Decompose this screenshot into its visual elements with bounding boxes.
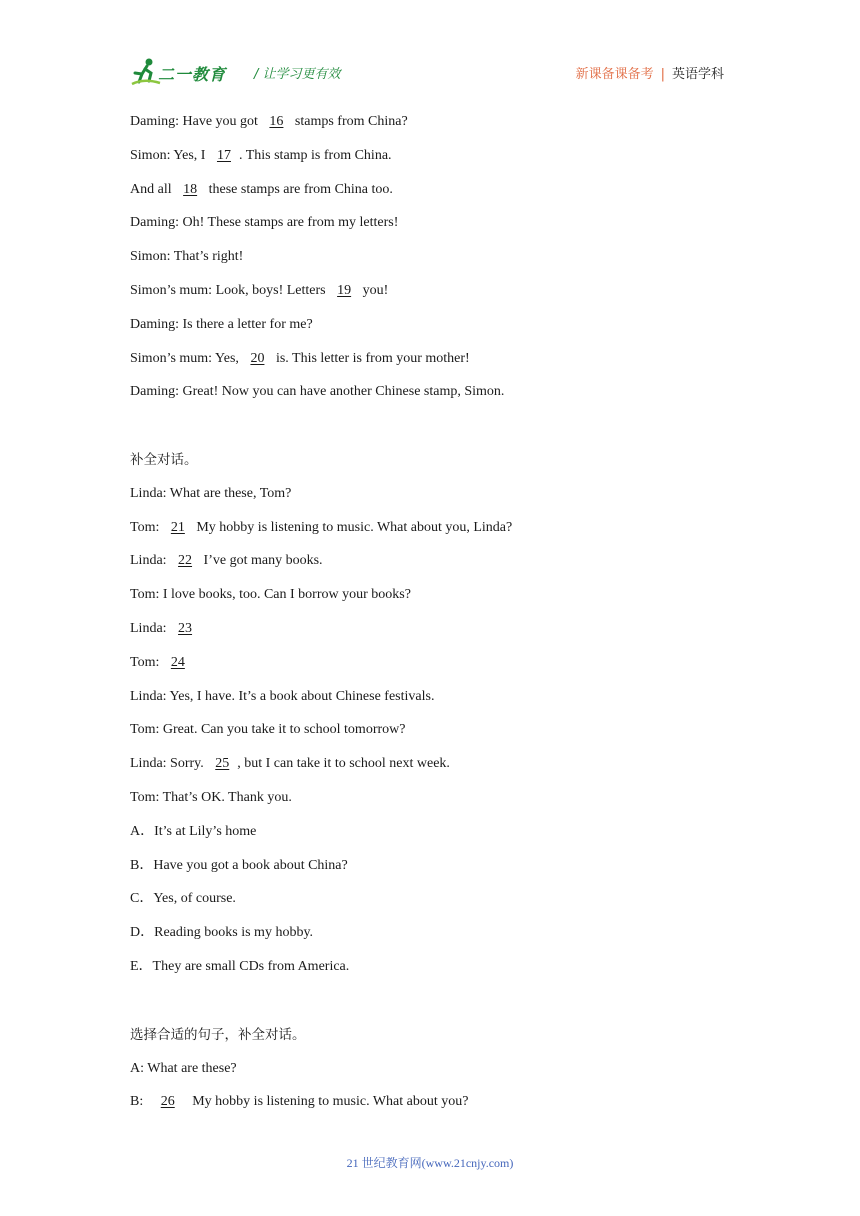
line-text: Linda: [130, 621, 171, 636]
blank-16: 16 [269, 114, 284, 129]
dialogue-line [130, 519, 512, 537]
dialogue-line [130, 654, 193, 672]
dialogue-line [130, 1093, 468, 1111]
blank-21: 21 [170, 520, 185, 535]
dialogue-line: Linda: Yes, I have. It’s a book about Chinese festivals. [130, 689, 435, 704]
line-text: Daming: Have you got [130, 114, 262, 129]
page-header [130, 52, 730, 92]
line-text: you! [359, 283, 389, 298]
line-text: is. This letter is from your mother! [272, 351, 470, 366]
line-text: , but I can take it to school next week. [237, 756, 450, 771]
line-text: . This stamp is from China. [238, 148, 392, 163]
line-text: Tom: [130, 520, 163, 535]
logo-text: 二一教育 [158, 65, 227, 84]
blank-17: 17 [216, 148, 231, 163]
blank-19: 19 [337, 283, 352, 298]
blank-18: 18 [183, 182, 198, 197]
line-text: B: [130, 1094, 147, 1109]
header-subject-label: 英语学科 [671, 67, 724, 82]
line-text: stamps from China? [291, 114, 408, 129]
dialogue-line [130, 620, 200, 638]
dialogue-line: Tom: That’s OK. Thank you. [130, 790, 292, 805]
option-d: D．Reading books is my hobby. [130, 925, 314, 940]
line-text: these stamps are from China too. [205, 182, 393, 197]
line-text: Simon’s mum: Look, boys! Letters [130, 283, 330, 298]
header-tagline: 新课备课备考 [575, 67, 654, 82]
blank-23: 23 [178, 621, 193, 636]
blank-24: 24 [170, 655, 185, 670]
dialogue-line: Daming: Great! Now you can have another Chinese stamp, Simon. [130, 384, 505, 399]
dialogue-line [130, 552, 323, 570]
dialogue-line: Tom: I love books, too. Can I borrow your books? [130, 587, 411, 602]
line-text: Simon: Yes, I [130, 148, 209, 163]
option-c: C．Yes, of course. [130, 891, 236, 906]
line-text: Simon’s mum: Yes, [130, 351, 243, 366]
header-divider: | [660, 67, 665, 82]
instruction: 选择合适的句子，补全对话。 [130, 1027, 306, 1043]
logo [130, 56, 250, 88]
line-text: My hobby is listening to music. What about you, Linda? [192, 520, 513, 535]
instruction: 补全对话。 [130, 452, 198, 468]
dialogue-line: Tom: Great. Can you take it to school tomorrow? [130, 722, 406, 737]
line-text: And all [130, 182, 176, 197]
dialogue-line: Daming: Is there a letter for me? [130, 317, 313, 332]
header-subject [576, 63, 724, 82]
line-text: I’ve got many books. [200, 553, 323, 568]
page-footer: 21 世纪教育网(www.21cnjy.com) [346, 1156, 514, 1170]
blank-22: 22 [178, 553, 193, 568]
dialogue-line: Daming: Oh! These stamps are from my letters! [130, 215, 399, 230]
dialogue-line [130, 181, 393, 199]
option-b: B．Have you got a book about China? [130, 858, 348, 873]
line-text: Linda: Sorry. [130, 756, 208, 771]
dialogue-line: Linda: What are these, Tom? [130, 486, 292, 501]
dialogue-line [130, 350, 470, 368]
dialogue-line [130, 113, 408, 131]
line-text: My hobby is listening to music. What about you? [188, 1094, 469, 1109]
slogan: / 让学习更有效 [254, 67, 341, 82]
dialogue-line: Simon: That’s right! [130, 249, 244, 264]
blank-26: 26 [160, 1094, 175, 1109]
option-a: A．It’s at Lily’s home [130, 824, 257, 839]
dialogue-line: A: What are these? [130, 1061, 237, 1076]
line-text: Linda: [130, 553, 171, 568]
dialogue-line [130, 282, 388, 300]
option-e: E．They are small CDs from America. [130, 959, 350, 974]
dialogue-line [130, 147, 392, 165]
blank-25: 25 [215, 756, 230, 771]
dialogue-line [130, 755, 450, 773]
blank-20: 20 [250, 351, 265, 366]
line-text: Tom: [130, 655, 163, 670]
